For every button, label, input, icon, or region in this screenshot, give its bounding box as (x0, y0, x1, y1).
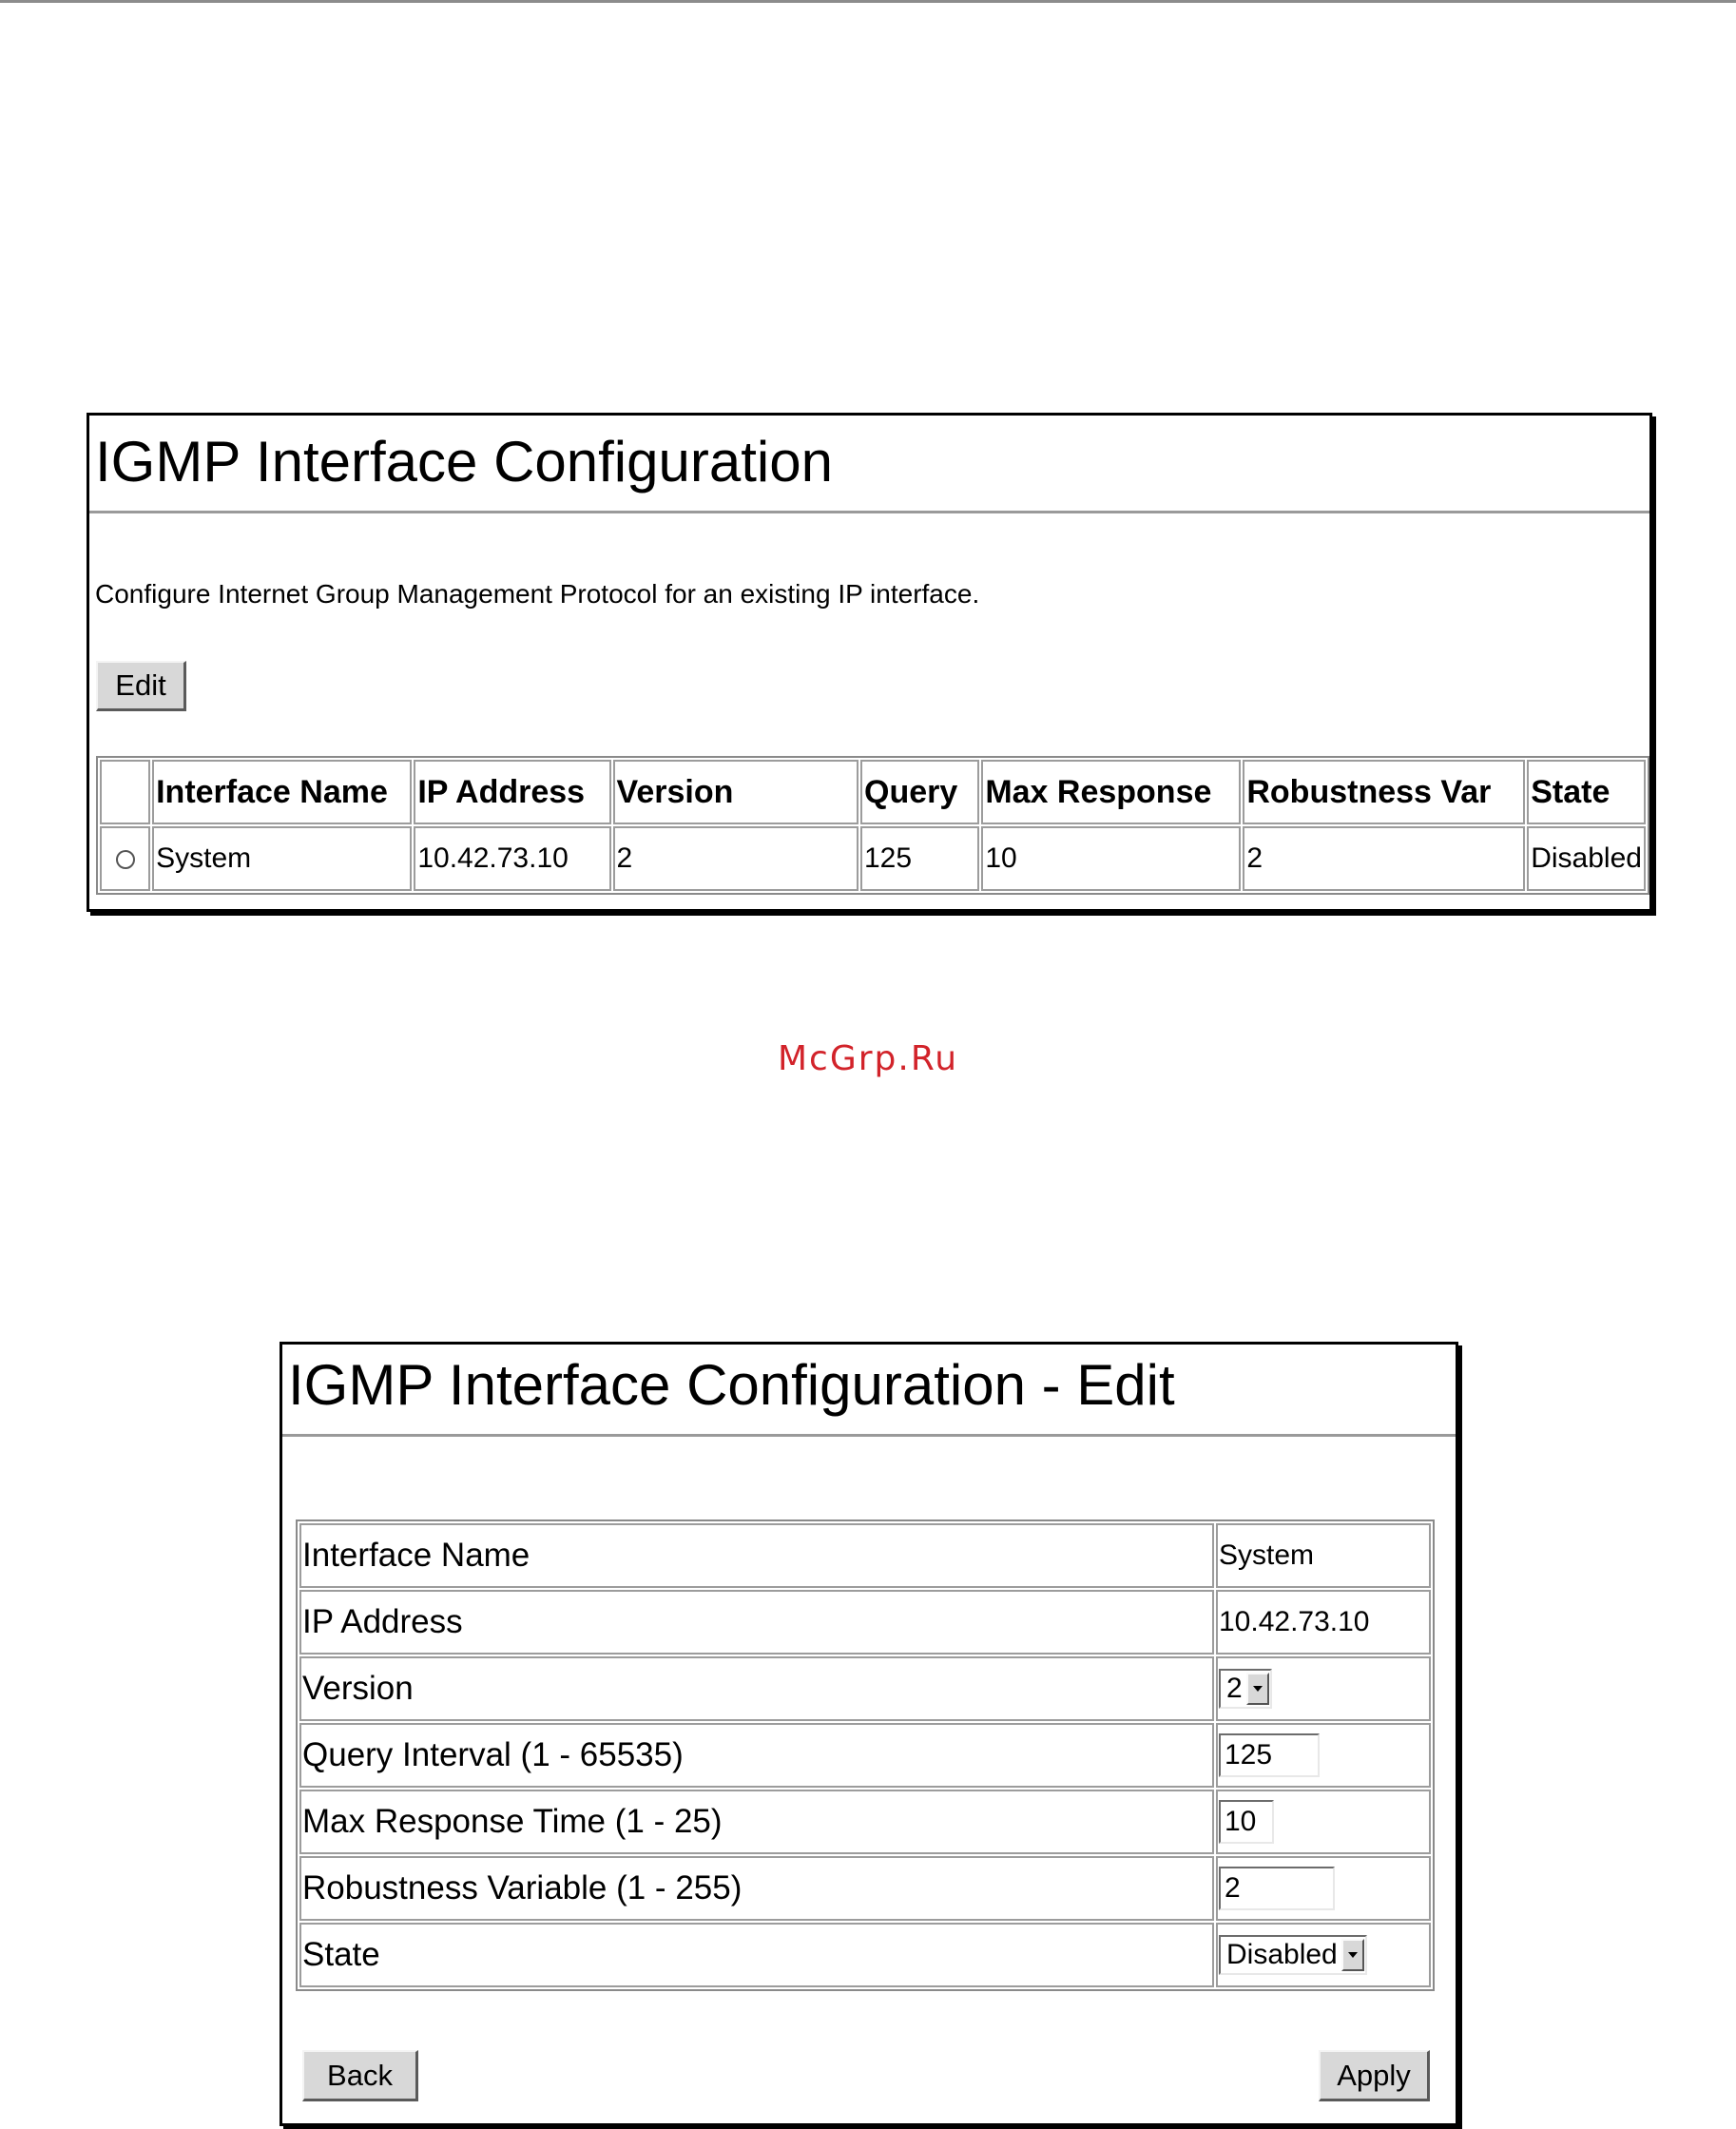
state-select-value: Disabled (1226, 1939, 1338, 1970)
cell-interface-name: System (152, 826, 412, 891)
max-response-time-input[interactable] (1219, 1800, 1274, 1844)
top-rule (0, 0, 1736, 3)
label-interface-name: Interface Name (299, 1523, 1214, 1588)
row-select-cell (100, 826, 150, 891)
label-robustness-variable: Robustness Variable (1 - 255) (299, 1856, 1214, 1921)
form-row-ip-address (299, 1590, 1431, 1655)
edit-button[interactable]: Edit (96, 661, 186, 711)
chevron-down-icon[interactable] (1341, 1939, 1364, 1971)
table-row (100, 826, 1646, 891)
form-row-interface-name (299, 1523, 1431, 1588)
back-button[interactable]: Back (302, 2050, 418, 2101)
title-divider (282, 1434, 1456, 1437)
cell-ip-address: 10.42.73.10 (414, 826, 610, 891)
watermark-text: McGrp.Ru (777, 1039, 959, 1078)
column-header-version: Version (613, 760, 858, 824)
page-title: IGMP Interface Configuration (95, 430, 833, 494)
form-row-version (299, 1656, 1431, 1721)
query-interval-input[interactable] (1219, 1733, 1320, 1777)
cell-query: 125 (860, 826, 979, 891)
apply-button[interactable]: Apply (1319, 2050, 1430, 2101)
column-header-query: Query (860, 760, 979, 824)
table-header-row (100, 760, 1646, 824)
igmp-config-panel (87, 413, 1652, 912)
state-select[interactable] (1219, 1935, 1367, 1975)
robustness-variable-input[interactable] (1219, 1867, 1335, 1910)
value-interface-name: System (1216, 1523, 1431, 1588)
form-row-max-response-time (299, 1790, 1431, 1854)
edit-form-table (296, 1519, 1435, 1991)
label-max-response-time: Max Response Time (1 - 25) (299, 1790, 1214, 1854)
cell-max-response: 10 (981, 826, 1241, 891)
value-cell-version (1216, 1656, 1431, 1721)
value-cell-query-interval (1216, 1723, 1431, 1788)
page-description: Configure Internet Group Management Protocol for an existing IP interface. (95, 579, 980, 609)
value-ip-address: 10.42.73.10 (1216, 1590, 1431, 1655)
row-select-radio[interactable] (116, 850, 135, 869)
interface-table (96, 756, 1649, 895)
label-ip-address: IP Address (299, 1590, 1214, 1655)
column-header-robustness-var: Robustness Var (1243, 760, 1525, 824)
value-cell-robustness-variable (1216, 1856, 1431, 1921)
column-header-interface-name: Interface Name (152, 760, 412, 824)
column-header-ip-address: IP Address (414, 760, 610, 824)
form-row-query-interval (299, 1723, 1431, 1788)
version-select-value: 2 (1226, 1673, 1243, 1704)
form-row-state (299, 1923, 1431, 1987)
select-column-header (100, 760, 150, 824)
cell-robustness-var: 2 (1243, 826, 1525, 891)
label-state: State (299, 1923, 1214, 1987)
edit-page-title: IGMP Interface Configuration - Edit (288, 1353, 1175, 1417)
column-header-max-response: Max Response (981, 760, 1241, 824)
chevron-down-icon[interactable] (1246, 1673, 1269, 1705)
igmp-edit-panel (280, 1342, 1458, 2126)
label-query-interval: Query Interval (1 - 65535) (299, 1723, 1214, 1788)
version-select[interactable] (1219, 1669, 1272, 1709)
column-header-state: State (1527, 760, 1646, 824)
cell-state: Disabled (1527, 826, 1646, 891)
cell-version: 2 (613, 826, 858, 891)
value-cell-state (1216, 1923, 1431, 1987)
form-row-robustness-variable (299, 1856, 1431, 1921)
value-cell-max-response-time (1216, 1790, 1431, 1854)
label-version: Version (299, 1656, 1214, 1721)
title-divider (89, 511, 1649, 513)
